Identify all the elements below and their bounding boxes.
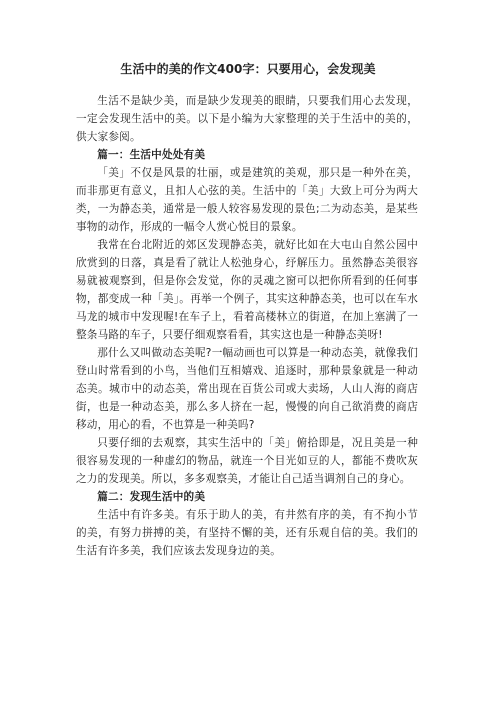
section1-paragraph: 我常在台北附近的郊区发现静态美，就好比如在大屯山自然公园中欣赏到的日落，真是看了就让人松弛身心，纾解压力。虽然静态美很容易就被观察到，但是你会发觉，你的灵魂之窗可以把你所看到的任何事物，都变成一种「美」。再举一个例子，其实这种静态美，也可以在车水马龙的城市中发现喔!在车子上，看着高楼林立的街道，在加上塞满了一整条马路的车子，只要仔细观察看看，其实这也是一种静态美呀! xyxy=(76,239,418,341)
section1-paragraph: 那什么又叫做动态美呢?一幅动画也可以算是一种动态美，就像我们登山时常看到的小鸟，当他们互相嬉戏、追逐时，那种景象就是一种动态美。城市中的动态美，常出现在百货公司或大卖场，人山人海的商店街，也是一种动态美，那么多人挤在一起，慢慢的向自己欲消费的商店移动，用心的看，不也算是一种美吗? xyxy=(76,347,418,431)
document-title: 生活中的美的作文400字：只要用心，会发现美 xyxy=(120,62,376,76)
intro-paragraph: 生活不是缺少美，而是缺少发现美的眼睛，只要我们用心去发现，一定会发现生活中的美。以下是小编为大家整理的关于生活中的美的，供大家参阅。 xyxy=(76,95,418,143)
section-heading-2: 篇二：发现生活中的美 xyxy=(97,491,206,503)
section-heading-1: 篇一：生活中处处有美 xyxy=(97,149,206,161)
section1-paragraph: 只要仔细的去观察，其实生活中的「美」俯拾即是，况且美是一种很容易发现的一种虚幻的物品，就连一个目光如豆的人，都能不费吹灰之力的发现美。所以，多多观察美，才能让自己适当调剂自己的身心。 xyxy=(76,437,418,485)
document-body xyxy=(76,92,418,560)
section2-paragraph: 生活中有许多美。有乐于助人的美，有井然有序的美，有不拘小节的美，有努力拼搏的美，有坚持不懈的美，还有乐观自信的美。我们的生活有许多美，我们应该去发现身边的美。 xyxy=(76,509,418,557)
section1-paragraph: 「美」不仅是风景的壮丽，或是建筑的美观，那只是一种外在美，而非那更有意义，且扣人心弦的美。生活中的「美」大致上可分为两大类，一为静态美，通常是一般人较容易发现的景色;二为动态美，是某些事物的动作，形成的一幅令人赏心悦目的景象。 xyxy=(76,167,418,233)
